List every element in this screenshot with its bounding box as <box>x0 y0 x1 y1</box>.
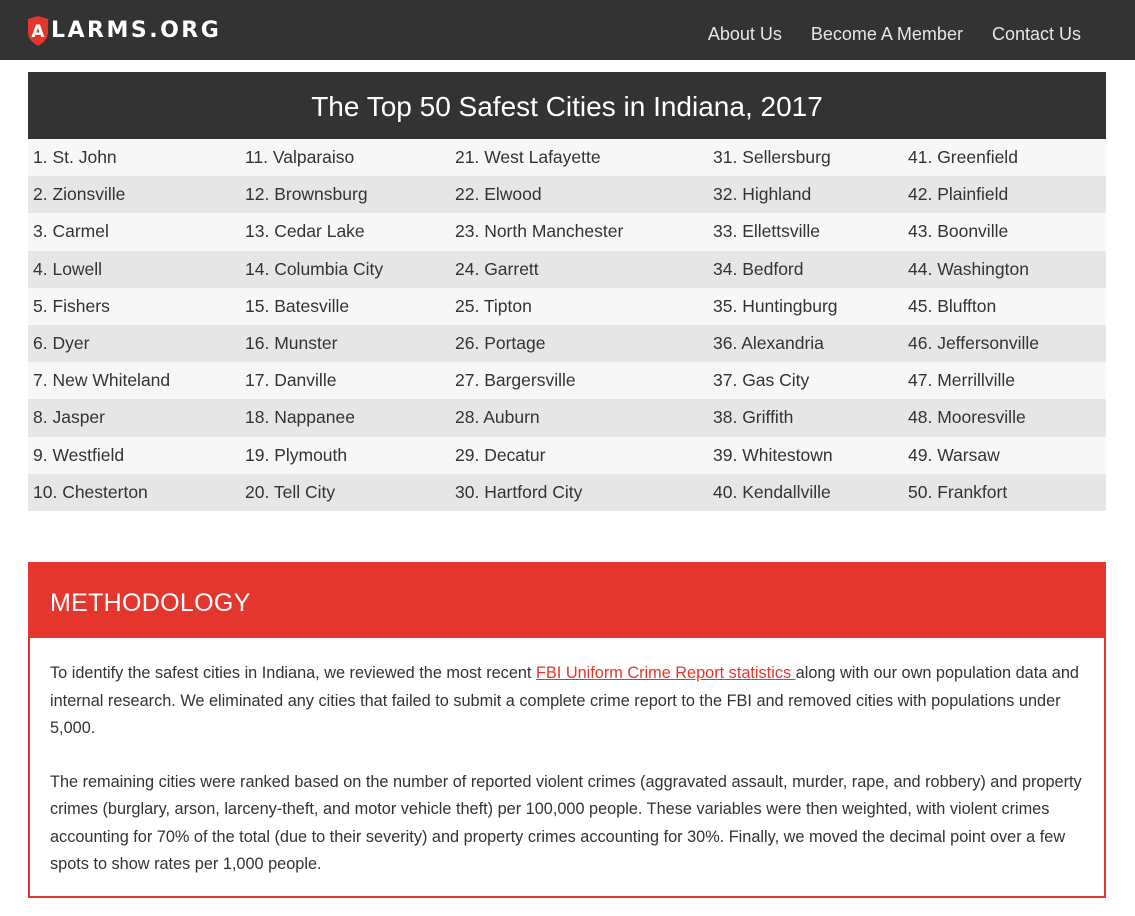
city-rank-cell: 41. Greenfield <box>903 139 1106 176</box>
city-rank-cell: 3. Carmel <box>28 213 240 250</box>
city-rank-cell: 37. Gas City <box>708 362 903 399</box>
city-rank-cell: 50. Frankfort <box>903 474 1106 511</box>
city-rank-cell: 42. Plainfield <box>903 176 1106 213</box>
city-rank-cell: 24. Garrett <box>450 251 708 288</box>
city-rank-cell: 19. Plymouth <box>240 437 450 474</box>
table-row <box>28 213 1106 250</box>
city-rank-cell: 34. Bedford <box>708 251 903 288</box>
cities-table <box>28 139 1106 511</box>
site-header <box>0 0 1135 60</box>
city-rank-cell: 36. Alexandria <box>708 325 903 362</box>
city-rank-cell: 22. Elwood <box>450 176 708 213</box>
city-rank-cell: 33. Ellettsville <box>708 213 903 250</box>
table-row <box>28 176 1106 213</box>
city-rank-cell: 13. Cedar Lake <box>240 213 450 250</box>
table-row <box>28 139 1106 176</box>
city-rank-cell: 49. Warsaw <box>903 437 1106 474</box>
city-rank-cell: 20. Tell City <box>240 474 450 511</box>
city-rank-cell: 47. Merrillville <box>903 362 1106 399</box>
logo-text: LARMS.ORG <box>51 18 222 43</box>
site-logo[interactable] <box>26 15 221 47</box>
fbi-ucr-link[interactable]: FBI Uniform Crime Report statistics <box>535 664 796 682</box>
city-rank-cell: 35. Huntingburg <box>708 288 903 325</box>
methodology-paragraph-1 <box>50 660 1084 743</box>
city-rank-cell: 5. Fishers <box>28 288 240 325</box>
city-rank-cell: 32. Highland <box>708 176 903 213</box>
city-rank-cell: 15. Batesville <box>240 288 450 325</box>
nav-become-a-member[interactable]: Become A Member <box>810 24 963 44</box>
city-rank-cell: 17. Danville <box>240 362 450 399</box>
city-rank-cell: 39. Whitestown <box>708 437 903 474</box>
nav-contact-us[interactable]: Contact Us <box>991 24 1081 44</box>
city-rank-cell: 48. Mooresville <box>903 399 1106 436</box>
table-row <box>28 474 1106 511</box>
city-rank-cell: 9. Westfield <box>28 437 240 474</box>
city-rank-cell: 31. Sellersburg <box>708 139 903 176</box>
methodology-title: METHODOLOGY <box>30 564 1104 638</box>
city-rank-cell: 40. Kendallville <box>708 474 903 511</box>
ranking-title: The Top 50 Safest Cities in Indiana, 2017 <box>28 72 1106 139</box>
cities-table-body <box>28 139 1106 511</box>
city-rank-cell: 4. Lowell <box>28 251 240 288</box>
city-rank-cell: 10. Chesterton <box>28 474 240 511</box>
table-row <box>28 288 1106 325</box>
city-rank-cell: 2. Zionsville <box>28 176 240 213</box>
city-rank-cell: 28. Auburn <box>450 399 708 436</box>
city-rank-cell: 38. Griffith <box>708 399 903 436</box>
city-rank-cell: 14. Columbia City <box>240 251 450 288</box>
city-rank-cell: 8. Jasper <box>28 399 240 436</box>
city-rank-cell: 18. Nappanee <box>240 399 450 436</box>
methodology-paragraph-2: The remaining cities were ranked based on the number of reported violent crimes (aggravated assault, murder, rape, and robbery) and property crimes (burglary, arson, larceny-theft, and motor vehicle theft) per 100,000 people. These variables were then weighted, with violent crimes accounting for 70% of the total (due to their severity) and property crimes accounting for 30%. Finally, we moved the decimal point over a few spots to show rates per 1,000 people. <box>50 772 1082 873</box>
methodology-body <box>30 638 1104 879</box>
table-row <box>28 362 1106 399</box>
nav-about-us[interactable]: About Us <box>707 24 782 44</box>
city-rank-cell: 16. Munster <box>240 325 450 362</box>
shield-logo-icon <box>26 16 50 46</box>
city-rank-cell: 46. Jeffersonville <box>903 325 1106 362</box>
methodology-p1-before: To identify the safest cities in Indiana, we reviewed the most recent <box>50 664 536 682</box>
city-rank-cell: 6. Dyer <box>28 325 240 362</box>
city-rank-cell: 12. Brownsburg <box>240 176 450 213</box>
city-rank-cell: 26. Portage <box>450 325 708 362</box>
city-rank-cell: 21. West Lafayette <box>450 139 708 176</box>
main-nav <box>679 22 1081 46</box>
city-rank-cell: 45. Bluffton <box>903 288 1106 325</box>
city-rank-cell: 7. New Whiteland <box>28 362 240 399</box>
city-rank-cell: 23. North Manchester <box>450 213 708 250</box>
methodology-panel <box>28 562 1106 898</box>
methodology-p1-after: along with our own population data and internal research. We eliminated any cities that failed to submit a complete crime report to the FBI and removed cities with populations under 5,000. <box>50 664 1079 737</box>
city-rank-cell: 43. Boonville <box>903 213 1106 250</box>
city-rank-cell: 44. Washington <box>903 251 1106 288</box>
logo-letter: A <box>31 22 45 42</box>
city-rank-cell: 29. Decatur <box>450 437 708 474</box>
city-rank-cell: 11. Valparaiso <box>240 139 450 176</box>
city-rank-cell: 27. Bargersville <box>450 362 708 399</box>
city-rank-cell: 1. St. John <box>28 139 240 176</box>
city-rank-cell: 25. Tipton <box>450 288 708 325</box>
table-row <box>28 399 1106 436</box>
safest-cities-ranking <box>28 72 1106 511</box>
table-row <box>28 437 1106 474</box>
table-row <box>28 251 1106 288</box>
city-rank-cell: 30. Hartford City <box>450 474 708 511</box>
table-row <box>28 325 1106 362</box>
